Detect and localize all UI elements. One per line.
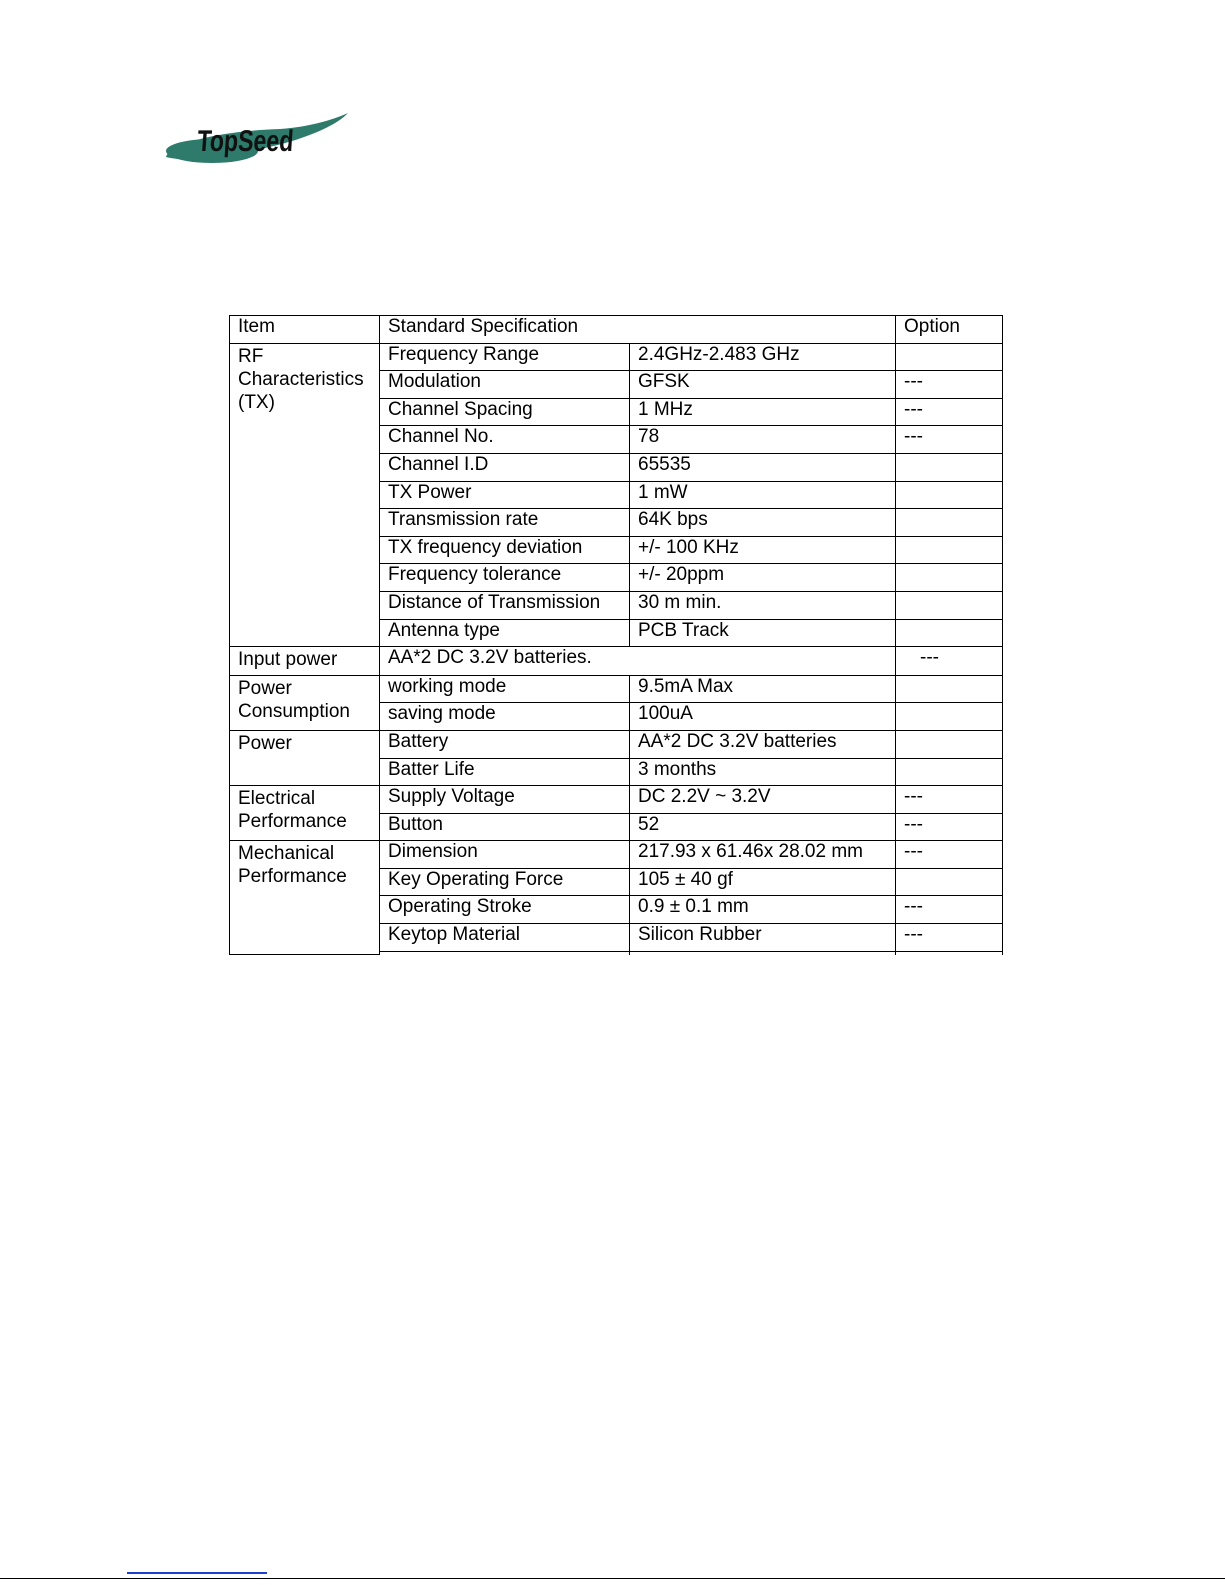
group-label-input-power: Input power: [230, 647, 380, 676]
spec-value: GFSK: [630, 371, 896, 399]
spec-value: 1 MHz: [630, 398, 896, 426]
spec-name: Keytop Material: [380, 924, 630, 952]
spec-value: 105 ± 40 gf: [630, 868, 896, 896]
spec-name: TX frequency deviation: [380, 536, 630, 564]
spec-option: ---: [896, 896, 1003, 924]
spec-option: [896, 703, 1003, 731]
spec-name: Modulation: [380, 371, 630, 399]
spec-table: [229, 315, 1003, 955]
spec-value: 2.4GHz-2.483 GHz: [630, 343, 896, 371]
spec-value: 78: [630, 426, 896, 454]
spec-name: Frequency Range: [380, 343, 630, 371]
group-label-mechanical: Mechanical Performance: [230, 841, 380, 955]
spec-name: Dimension: [380, 841, 630, 869]
topseed-logo: [160, 105, 360, 175]
header-item: Item: [230, 316, 380, 344]
spec-value: DC 2.2V ~ 3.2V: [630, 786, 896, 814]
table-row: [230, 730, 1003, 758]
spec-option: [896, 758, 1003, 786]
spec-name: Button: [380, 813, 630, 841]
spec-option: ---: [896, 398, 1003, 426]
header-spec: Standard Specification: [380, 316, 896, 344]
spec-option: [896, 509, 1003, 537]
spec-option: [896, 675, 1003, 703]
table-row: [230, 343, 1003, 371]
spec-value: +/- 100 KHz: [630, 536, 896, 564]
spec-value: 30 m min.: [630, 591, 896, 619]
spec-name: Key Operating Force: [380, 868, 630, 896]
spec-option: ---: [896, 841, 1003, 869]
spec-name: working mode: [380, 675, 630, 703]
logo-text: TopSeed: [196, 125, 323, 158]
spec-value: 65535: [630, 453, 896, 481]
spec-name: Supply Voltage: [380, 786, 630, 814]
footer-rule: [0, 1578, 1225, 1579]
header-option: Option: [896, 316, 1003, 344]
table-row: [230, 647, 1003, 676]
group-label-consumption: Power Consumption: [230, 675, 380, 730]
table-header-row: [230, 316, 1003, 344]
spec-name: Channel No.: [380, 426, 630, 454]
group-label-power: Power: [230, 730, 380, 785]
table-row: [230, 841, 1003, 869]
spec-value: AA*2 DC 3.2V batteries.: [380, 647, 896, 676]
spec-option: [896, 868, 1003, 896]
spec-value: 9.5mA Max: [630, 675, 896, 703]
spec-name: Distance of Transmission: [380, 591, 630, 619]
spec-value: AA*2 DC 3.2V batteries: [630, 730, 896, 758]
spec-name: Battery: [380, 730, 630, 758]
spec-name: Channel Spacing: [380, 398, 630, 426]
trailing-cell: [896, 951, 1003, 955]
spec-value: 0.9 ± 0.1 mm: [630, 896, 896, 924]
group-label-rf: RF Characteristics (TX): [230, 343, 380, 647]
spec-value: Silicon Rubber: [630, 924, 896, 952]
spec-name: TX Power: [380, 481, 630, 509]
spec-name: Operating Stroke: [380, 896, 630, 924]
spec-option: [896, 343, 1003, 371]
spec-name: Batter Life: [380, 758, 630, 786]
table-row: [230, 675, 1003, 703]
table-row: [230, 786, 1003, 814]
spec-option: [896, 536, 1003, 564]
trailing-cell: [380, 951, 630, 955]
spec-name: Transmission rate: [380, 509, 630, 537]
spec-name: saving mode: [380, 703, 630, 731]
spec-option: ---: [896, 813, 1003, 841]
spec-option: [896, 591, 1003, 619]
spec-option: ---: [896, 647, 1003, 676]
spec-value: 3 months: [630, 758, 896, 786]
footer-link-underline[interactable]: [127, 1572, 267, 1574]
spec-value: PCB Track: [630, 619, 896, 647]
spec-value: 64K bps: [630, 509, 896, 537]
spec-option: [896, 481, 1003, 509]
spec-option: ---: [896, 426, 1003, 454]
spec-option: [896, 453, 1003, 481]
spec-name: Antenna type: [380, 619, 630, 647]
spec-value: +/- 20ppm: [630, 564, 896, 592]
spec-option: ---: [896, 371, 1003, 399]
trailing-cell: [630, 951, 896, 955]
spec-value: 100uA: [630, 703, 896, 731]
spec-name: Channel I.D: [380, 453, 630, 481]
spec-option: [896, 564, 1003, 592]
spec-name: Frequency tolerance: [380, 564, 630, 592]
spec-option: [896, 730, 1003, 758]
spec-option: ---: [896, 924, 1003, 952]
spec-value: 1 mW: [630, 481, 896, 509]
spec-option: [896, 619, 1003, 647]
spec-value: 217.93 x 61.46x 28.02 mm: [630, 841, 896, 869]
group-label-electrical: Electrical Performance: [230, 786, 380, 841]
spec-option: ---: [896, 786, 1003, 814]
spec-value: 52: [630, 813, 896, 841]
